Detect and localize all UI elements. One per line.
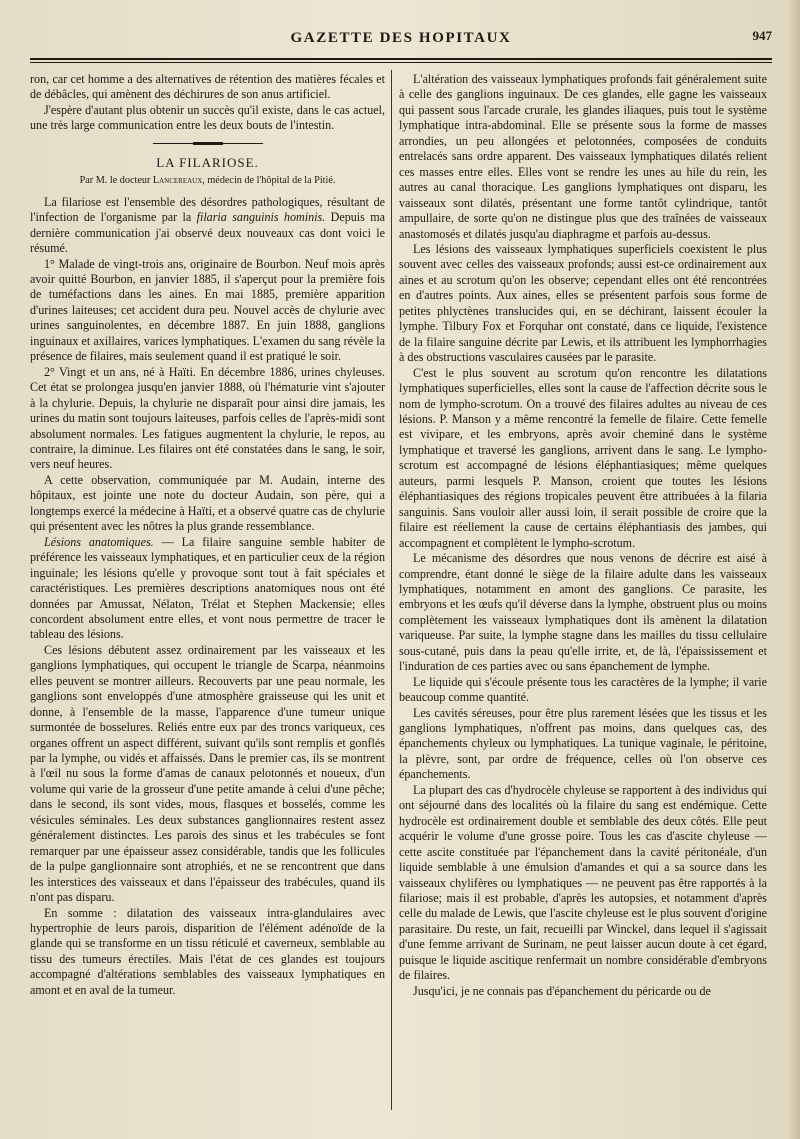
byline <box>30 173 385 188</box>
page-edge-shadow <box>788 0 800 1139</box>
paragraph: Les cavités séreuses, pour être plus rarement lésées que les tissus et les ganglions lymphatiques, n'offrent pas moins, dans quelques cas, des épanchements chyleux ou lymphatiques. La tunique vaginale, le péritoine, la plèvre, sont, par ordre de fréquence, celles où l'on observe ces épanchements. <box>399 705 767 782</box>
paragraph: 2° Vingt et un ans, né à Haïti. En décembre 1886, urines chyleuses. Cet état se prolongea jusqu'en janvier 1888, où l'hématurie vint s'ajouter à la chylurie. Depuis, la chylurie ne disparaît pour ainsi dire jamais, les urines du matin sont toujours laiteuses, parfois celles de l'après-midi sont absolument normales. Les fatigues augmentent la chylurie, le repos, au contraire, la diminue. Les filaires ont été constatées dans le sang, le soir, vers neuf heures. <box>30 364 385 472</box>
page-number: 947 <box>752 28 772 43</box>
column-divider <box>391 70 392 1110</box>
paragraph: J'espère d'autant plus obtenir un succès qu'il existe, dans le cas actuel, une très large communication entre les deux bouts de l'intestin. <box>30 102 385 133</box>
paragraph: C'est le plus souvent au scrotum qu'on rencontre les dilatations lymphatiques superficielles, elles sont la cause de l'affection décrite sous le nom de lympho-scrotum. On a trouvé des filaires adultes au niveau de ces lésions. P. Manson y a même rencontré la femelle de filaire. Cette femelle est vivipare, et les embryons, après avoir cheminé dans le système lymphatique et traversé les ganglions, arrivent dans le sang. Le lympho-scrotum est accompagné de lésions éléphantiasiques; même quelques auteurs, parmi lesquels P. Manson, croient que toutes les lésions éléphantiasiques des régions tropicales peuvent être attribuées à la filaria sanguinis. Sans vouloir aller aussi loin, il serait possible de croire que la filaire est réellement la cause de certains éléphantiasis des jambes, qui accompagnent et complètent le lympho-scrotum. <box>399 365 767 550</box>
paragraph: Les lésions des vaisseaux lymphatiques superficiels coexistent le plus souvent avec celles des vaisseaux profonds; aussi est-ce ordinairement aux aines et au scrotum qu'on les observe; cependant elles ont été rencontrées en d'autres points. Aux aines, elles se présentent parfois sous forme de petites phlyctènes translucides qui, en se déchirant, laissent écouler la lymphe. Tilbury Fox et Forquhar ont constaté, dans ce liquide, l'existence de la filaire sanguine décrite par Lewis, et ils attribuent les lymphorrhagies à des obstructions vasculaires causées par le parasite. <box>399 241 767 365</box>
paragraph: 1° Malade de vingt-trois ans, originaire de Bourbon. Neuf mois après avoir quitté Bourbon, en janvier 1885, il s'aperçut pour la première fois de tuméfactions dans les aines. En mai 1885, première apparition d'urines laiteuses; cet accident dura peu. Nouvel accès de chylurie avec urines sanguinolentes, en décembre 1887. En juin 1888, ganglions inguinaux et axillaires, varices lymphatiques. L'examen du sang révèle la présence de filaires, mais seulement quand il est pratiqué le soir. <box>30 256 385 364</box>
paragraph: Jusqu'ici, je ne connais pas d'épanchement du péricarde ou de <box>413 983 711 998</box>
paragraph: Ces lésions débutent assez ordinairement par les vaisseaux et les ganglions lymphatiques, qui occupent le triangle de Scarpa, néanmoins elles peuvent se montrer ailleurs. Recouverts par une peau normale, les ganglions sont enveloppés d'une atmosphère graisseuse qui les unit et donne, à l'ensemble de la masse, l'apparence d'une tumeur unique surmontée de bosselures. Reliés entre eux par des troncs variqueux, ces organes offrent un aspect différent, suivant qu'ils sont remplis et gonflés par la lymphe, ou vidés et affaissés. Dans le premier cas, ils se montrent à l'œil nu sous la forme d'amas de canaux pelotonnés et noueux, d'un volume qui varie de la grosseur d'une petite amande à celui d'une pêche; dans le second, ils sont vides, mous, flasques et bosselés, comme les vésicules séminales. Les deux substances ganglionnaires restent assez généralement distinctes. Les parois des sinus et les trabécules se font remarquer par une épaisseur assez considérable, tandis que les follicules de la pulpe ganglionnaire sont atrophiés, et ne se rencontrent que dans les interstices des vaisseaux et dans l'épaisseur des trabécules, quand ils n'ont pas disparu. <box>30 642 385 905</box>
paragraph <box>30 195 385 257</box>
section-separator <box>153 142 263 145</box>
paragraph: Le mécanisme des désordres que nous venons de décrire est aisé à comprendre, étant donné le siège de la filaire adulte dans les vaisseaux lymphatiques, notamment en amont des ganglions. Ce parasite, les embryons et les œufs qu'il déverse dans la lymphe, obstruent plus ou moins complètement les vaisseaux lymphatiques dont ils amènent la dilatation variqueuse. Par suite, la lymphe stagne dans les mailles du tissu cellulaire sous-cutané, puis dans la peau qu'elle irrite, et, de là, l'épaississement et l'induration de ces parties avec ou sans épanchement de lymphe. <box>399 551 767 674</box>
byline-prefix: Par M. le docteur <box>79 175 153 187</box>
byline-suffix: , médecin de l'hôpital de la Pitié. <box>202 175 336 187</box>
left-column <box>30 72 385 998</box>
paragraph <box>30 535 385 643</box>
text-run: Depuis ma dernière communication j'ai observé deux nouveaux cas dont voici le résumé. <box>30 210 385 256</box>
author-name: Lancereaux <box>152 175 203 187</box>
paragraph: A cette observation, communiquée par M. Audain, interne des hôpitaux, est jointe une note du docteur Audain, son père, qui a longtemps exercé la médecine à Haïti, et a observé quatre cas de chylurie qui présentent avec les nôtres la plus grande ressemblance. <box>30 472 385 534</box>
header-rule-thick <box>30 58 772 60</box>
species-name: filaria sanguinis hominis. <box>196 210 326 225</box>
right-column <box>399 72 767 999</box>
paragraph: En somme : dilatation des vaisseaux intra-glandulaires avec hypertrophie de leurs parois, disparition de l'élément adénoïde de la glande qui se transforme en un tissu réticulé et caverneux, semblable au tissu des tumeurs érectiles. Mais l'état de ces glandes est toujours accompagné d'altérations semblables des vaisseaux lymphatiques en amont et en aval de la tumeur. <box>30 905 385 997</box>
text-run: — La filaire sanguine semble habiter de préférence les vaisseaux lymphatiques, et en particulier ceux de la région inguinale; les lésions qu'elle y provoque sont tout à fait spéciales et caractéristiques. Les premières descriptions anatomiques nous ont été données par Amussat, Nélaton, Trélat et Stephen Mackensie; elles concordent absolument entre elles, et vont nous permettre de tracer le tableau des lésions. <box>30 534 385 642</box>
page-header <box>30 28 772 64</box>
paragraph: ron, car cet homme a des alternatives de rétention des matières fécales et de débâcles, qui amènent des déchirures de son anus artificiel. <box>30 72 385 102</box>
paragraph: La plupart des cas d'hydrocèle chyleuse se rapportent à des individus qui ont séjourné dans des localités où la filaire du sang est endémique. Cette hydrocèle est ordinairement double et semblable des deux côtés. Elle peut acquérir le volume d'une grosse poire. Tous les cas d'ascite chyleuse — cette ascite constituée par l'épanchement dans la cavité péritonéale, d'un liquide semblable à une émulsion d'amandes et qui a sa source dans les vaisseaux chylifères ou lymphatiques — ne peuvent pas être rapportés à la filariose; mais il est probable, d'après les autopsies, et notamment d'après celle du malade de Lewis, que l'ascite chyleuse est le plus souvent d'origine parasitaire. Du reste, un fait, recueilli par Winckel, dans lequel il s'agissait d'une femme arrivant de Surinam, ne peut laisser aucun doute à cet égard, puisque le liquide ascitique renfermait un nombre considérable d'embryons de filaires. <box>399 782 767 983</box>
section-heading: Lésions anatomiques. <box>44 534 154 549</box>
header-rule-thin <box>30 62 772 63</box>
article-title: LA FILARIOSE. <box>156 154 259 170</box>
paragraph: L'altération des vaisseaux lymphatiques profonds fait généralement suite à celle des ganglions inguinaux. De ces glandes, elle gagne les vaisseaux qui passent sous l'arcade crurale, les glandes iliaques, puis tout le système lymphatique intra-abdominal. Elle se présente sous la forme de masses arrondies, un peu allongées et pelotonnées, composées de conduits entrelacés sans ordre apparent. Des vaisseaux lymphatiques dilatés relient ces masses entre elles. Elles vont se rendre les unes au hile du rein, les autres au canal thoracique. Les ganglions lymphatiques ont disparu, les vaisseaux sont dilatés, présentant une forme tantôt cylindrique, tantôt ampullaire, de sorte qu'on ne distingue plus que des traînées de vaisseaux anastomosés et dilatés jusqu'au diaphragme et parfois au-dessus. <box>399 72 767 241</box>
paragraph: Le liquide qui s'écoule présente tous les caractères de la lymphe; il varie beaucoup comme quantité. <box>399 674 767 705</box>
running-title: GAZETTE DES HOPITAUX <box>290 30 512 46</box>
text-run: La filariose est l'ensemble des désordres pathologiques, résultant de l'infection de l'organisme par la <box>30 194 385 225</box>
